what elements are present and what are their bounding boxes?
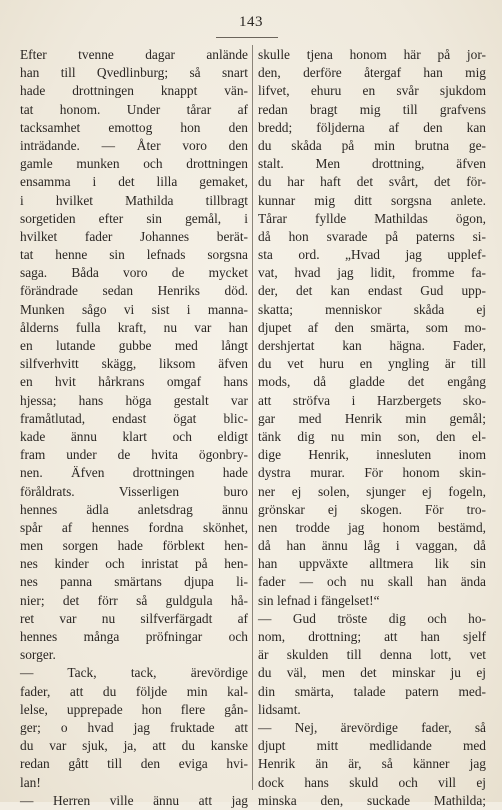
text-line: mods, då gladde det engång (258, 374, 486, 390)
text-line: han uppväxte alltmera lik sin (258, 556, 486, 572)
text-line: din smärta, talade patern med- (258, 683, 486, 699)
text-line: hvilket fader Johannes berät- (20, 228, 248, 244)
text-line: då hon svarade på paterns si- (258, 228, 486, 244)
text-line: en hvit hårkrans omgaf hans (20, 374, 248, 390)
text-line: en lutande gubbe med långt (20, 338, 248, 353)
text-line: nes panna smärtans djupa li- (20, 574, 248, 590)
text-line: sta ord. „Hvad jag upplef- (258, 247, 486, 263)
text-line: kade ännu klart och eldigt (20, 428, 248, 444)
text-line: silfverhvitt skägg, liksom äfven (20, 356, 248, 372)
text-line: då han ännu låg i vaggan, då (258, 538, 486, 554)
text-line: nier; det förr så guldgula hå- (20, 592, 248, 608)
text-line: att ströfva i Harzbergets sko- (258, 392, 486, 408)
text-line: minska den, suckade Mathilda; (258, 792, 486, 808)
text-line: den, derföre återgaf han mig (258, 65, 486, 81)
text-line: dershjertat kan hägna. Fader, (258, 338, 486, 353)
text-line: du vet huru en yngling är till (258, 356, 486, 372)
text-line: dock hans skuld och vill ej (258, 774, 486, 790)
text-line: nom, drottning; att han sjelf (258, 629, 486, 644)
text-line: gamle munken och drottningen (20, 156, 248, 172)
text-line: ner ej solen, sjunger ej fogeln, (258, 483, 486, 499)
text-line: nes kinder och inristat på hen- (20, 556, 248, 572)
text-line: hennes många pröfningar och (20, 629, 248, 644)
text-line: tat henne sin lefnads sorgsna (20, 247, 248, 263)
text-line: fader, att du följde min kal- (20, 683, 248, 699)
text-line: nen. Äfven drottningen hade (20, 465, 248, 481)
text-line: lan! (20, 774, 41, 790)
text-line: ålderns fulla kraft, nu var han (20, 319, 248, 335)
text-line: grönskar ej skogen. För tro- (258, 501, 486, 517)
text-line: djupt mitt medlidande med (258, 738, 486, 754)
text-line: nen trodde jag honom bestämd, (258, 519, 486, 535)
text-line: bredd; följderna af den kan (258, 119, 486, 135)
text-line: lifvet, ehuru en svår sjukdom (258, 83, 486, 99)
text-line: hjessa; hans höga gestalt var (20, 392, 248, 408)
text-line: lelse, upprepade hon flere gån- (20, 701, 248, 717)
right-column (258, 46, 486, 810)
text-line: hennes ädla anletsdrag ännu (20, 501, 248, 517)
text-line: dige Henrik, innesluten inom (258, 447, 486, 463)
text-line: är skulden till denna lott, vet (258, 647, 486, 663)
text-line: ret var nu silfverfärgadt af (20, 610, 248, 626)
text-line: der, det kan endast Gud upp- (258, 283, 486, 299)
text-line: du var sjuk, ja, att du kanske (20, 738, 248, 754)
text-line: fader — och nu skall han ända (258, 574, 486, 590)
text-line: tänk dig nu min son, den el- (258, 428, 486, 444)
text-line: skulle tjena honom här på jor- (258, 47, 486, 62)
text-line: förändrade sedan Henriks död. (20, 283, 248, 299)
text-line: redan bragt mig till grafvens (258, 101, 486, 117)
text-line: sorgetiden efter sin gemål, i (20, 210, 248, 226)
text-line: redan gått till den eviga hvi- (20, 756, 248, 772)
text-line: tat honom. Under tårar af (20, 101, 248, 117)
page-number: 143 (239, 14, 263, 30)
text-line: djupet af den smärta, som mo- (258, 319, 486, 335)
text-line: sin lefnad i fängelset!“ (258, 592, 380, 608)
text-line: stalt. Men drottning, äfven (258, 156, 486, 172)
text-line: i hvilket Mathilda tillbragt (20, 192, 248, 208)
text-line: inträdande. — Åter voro den (20, 137, 248, 153)
text-line: ensamma i det lilla gemaket, (20, 174, 248, 190)
text-line: fram under de hvita ögonbry- (20, 447, 248, 463)
text-line: men sorgen hade förbleкt hen- (20, 538, 248, 554)
text-line: vat, hvad jag lidit, fromme fa- (258, 265, 486, 281)
left-column (20, 46, 248, 810)
text-line: du väl, men det minskar ju ej (258, 665, 486, 681)
text-line: skatta; menniskor skåda ej (258, 301, 486, 317)
text-line: Henrik än är, så känner jag (258, 756, 486, 772)
text-line: tacksamhet emottog hon den (20, 119, 248, 135)
text-line: framåtlutad, endast ögat blic- (20, 410, 248, 426)
text-line: hade drottningen knappt vän- (20, 83, 248, 99)
text-line: — Nej, ärevördige fader, så (258, 719, 486, 735)
text-line: Munken sågo vi sist i manna- (20, 301, 248, 317)
text-line: dystra murar. För honom skin- (258, 465, 486, 481)
text-line: du skåda på min brutna ge- (258, 137, 486, 153)
text-line: Tårar fyllde Mathildas ögon, (258, 210, 486, 226)
text-line: — Gud tröste dig och ho- (258, 610, 486, 626)
text-line: ger; o hvad jag fruktade att (20, 719, 248, 735)
text-line: du har haft det svårt, det för- (258, 174, 486, 190)
column-divider (252, 45, 253, 790)
text-line: han till Qvedlinburg; så snart (20, 65, 248, 81)
text-line: — Herren ville ännu att jag (20, 792, 248, 808)
text-line: lidsamt. (258, 701, 301, 717)
header-rule (216, 37, 278, 38)
text-line: saga. Båda voro de mycket (20, 265, 248, 281)
text-line: spår af hennes fordna skönhet, (20, 519, 248, 535)
text-line: — Tack, tack, ärevördige (20, 665, 248, 681)
text-line: gar med Henrik min gemål; (258, 410, 486, 426)
text-line: Efter tvenne dagar anlände (20, 47, 248, 62)
text-line: sorger. (20, 647, 56, 663)
text-line: kunnar mig ditt sorgsna anlete. (258, 192, 486, 208)
text-line: föråldrats. Visserligen buro (20, 483, 248, 499)
